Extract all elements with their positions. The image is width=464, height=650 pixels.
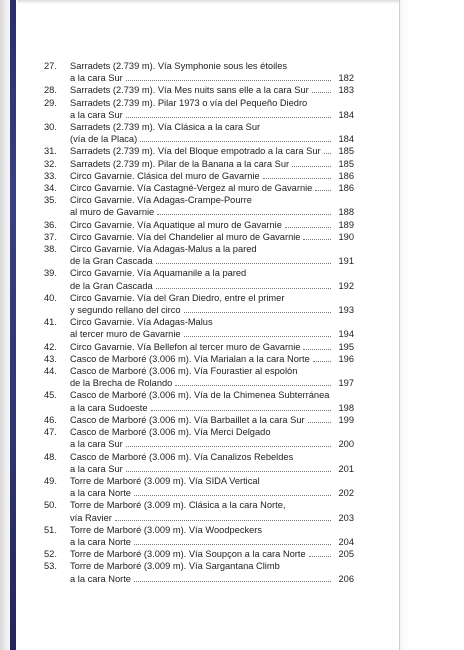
toc-entry-title: Sarradets (2.739 m). Pilar 1973 o vía del Pequeño Diedro (70, 97, 308, 108)
toc-entry-number: 45. (44, 390, 57, 401)
toc-entry (44, 231, 354, 243)
toc-entry-number: 27. (44, 61, 57, 71)
toc-entry-line (70, 353, 354, 365)
toc-entry (44, 316, 354, 340)
toc-entry-title: a la cara Sur (70, 439, 123, 450)
toc-entry (44, 121, 354, 145)
toc-page-number: 205 (338, 549, 354, 560)
dot-leader (156, 263, 331, 264)
toc-entry-title: vía Ravier (70, 512, 112, 523)
toc-entry-line (70, 267, 354, 279)
toc-entry-line (70, 475, 354, 487)
toc-entry-title: Torre de Marboré (3.009 m). Clásica a la cara Norte, (70, 500, 286, 511)
toc-entry-number: 39. (44, 268, 57, 279)
toc-entry-number: 33. (44, 170, 57, 181)
toc-entry-number: 37. (44, 231, 57, 242)
toc-page-number: 194 (338, 329, 354, 340)
toc-entry-title: Torre de Marboré (3.009 m). Vía Woodpeckers (70, 524, 263, 535)
toc-entry (44, 341, 354, 353)
toc-entry-title: Casco de Marboré (3.006 m). Vía Merci Delgado (70, 427, 271, 438)
toc-entry-title: Casco de Marboré (3.006 m). Vía de la Chimenea Subterránea (70, 390, 330, 401)
toc-entry-title: Circo Gavarnie. Vía Aquatique al muro de Gavarnie (70, 219, 282, 230)
toc-entry-title: Circo Gavarnie. Vía del Gran Diedro, entre el primer (70, 292, 285, 303)
toc-entry-number: 43. (44, 353, 57, 364)
toc-entry-number: 51. (44, 524, 57, 535)
toc-entry-title: a la cara Sur (70, 109, 123, 120)
toc-entry-line (70, 487, 354, 499)
toc-entry (44, 548, 354, 560)
toc-entry-line (70, 219, 354, 231)
toc-entry-number: 30. (44, 122, 57, 133)
toc-entry-title: Casco de Marboré (3.006 m). Vía Fourastier al espolón (70, 366, 298, 377)
toc-entry-title: (vía de la Placa) (70, 134, 138, 145)
toc-entry-title: Torre de Marboré (3.009 m). Vía Soupçon a la cara Norte (70, 549, 306, 560)
toc-entry-title: Torre de Marboré (3.009 m). Vía SIDA Vertical (70, 475, 260, 486)
toc-entry-line (70, 499, 354, 511)
toc-entry-line (70, 255, 354, 267)
toc-entry-line (70, 206, 354, 218)
toc-entry (44, 97, 354, 121)
toc-entry-line (70, 109, 354, 121)
toc-entry (44, 145, 354, 157)
toc-page-number: 188 (338, 207, 354, 218)
toc-entry (44, 219, 354, 231)
toc-page-number: 186 (338, 183, 354, 194)
dot-leader (263, 178, 331, 179)
dot-leader (309, 556, 331, 557)
dot-leader (134, 495, 331, 496)
toc-entry-line (70, 463, 354, 475)
toc-page-number: 193 (338, 305, 354, 316)
toc-entry-number: 32. (44, 158, 57, 169)
toc-entry-title: Sarradets (2.739 m). Vía Clásica a la cara Sur (70, 122, 261, 133)
toc-entry-title: Sarradets (2.739 m). Pilar de la Banana a la cara Sur (70, 158, 290, 169)
toc-page-number: 189 (338, 219, 354, 230)
toc-entry-line (70, 512, 354, 524)
toc-entry-line (70, 414, 354, 426)
toc-entry-title: y segundo rellano del circo (70, 305, 181, 316)
toc-entry-title: de la Brecha de Rolando (70, 378, 173, 389)
toc-entry (44, 451, 354, 475)
toc-entry-title: Sarradets (2.739 m). Vía Symphonie sous les étoiles (70, 61, 288, 71)
toc-entry (44, 389, 354, 413)
toc-page-number: 186 (338, 170, 354, 181)
toc-page-number: 182 (338, 73, 354, 84)
toc-entry-line (70, 243, 354, 255)
toc-entry-title: Circo Gavarnie. Clásica del muro de Gavarnie (70, 170, 260, 181)
toc-entry-line (70, 365, 354, 377)
dot-leader (308, 422, 331, 423)
toc-entry (44, 353, 354, 365)
dot-leader (313, 361, 331, 362)
toc-entry (44, 475, 354, 499)
toc-entry-line (70, 402, 354, 414)
toc-page-number: 185 (338, 158, 354, 169)
toc-entry-number: 41. (44, 317, 57, 328)
toc-entry-number: 36. (44, 219, 57, 230)
toc-entry-title: a la cara Norte (70, 536, 131, 547)
toc-entry-title: Casco de Marboré (3.006 m). Vía Marialan a la cara Norte (70, 353, 310, 364)
dot-leader (126, 446, 331, 447)
toc-entry-title: a la cara Norte (70, 573, 131, 584)
toc-entry (44, 194, 354, 218)
book-spine (10, 0, 16, 650)
toc-entry (44, 243, 354, 267)
dot-leader (157, 214, 331, 215)
toc-entry-line (70, 451, 354, 463)
toc-page-number: 192 (338, 280, 354, 291)
toc-entry (44, 292, 354, 316)
toc-entry (44, 426, 354, 450)
dot-leader (184, 312, 331, 313)
toc-entry-line (70, 84, 354, 96)
toc-entry (44, 499, 354, 523)
toc-entry (44, 84, 354, 96)
toc-entry-line (70, 194, 354, 206)
toc-entry-number: 52. (44, 549, 57, 560)
toc-page-number: 191 (338, 256, 354, 267)
toc-entry-line (70, 231, 354, 243)
toc-entry-number: 48. (44, 451, 57, 462)
dot-leader (140, 141, 331, 142)
toc-entry-title: al muro de Gavarnie (70, 207, 155, 218)
dot-leader (184, 336, 331, 337)
dot-leader (126, 117, 331, 118)
toc-entry-title: Circo Gavarnie. Vía Castagné-Vergez al muro de Gavarnie (70, 183, 313, 194)
dot-leader (175, 385, 331, 386)
toc-entry-line (70, 536, 354, 548)
toc-entry-title: al tercer muro de Gavarnie (70, 329, 181, 340)
toc-entry-line (70, 292, 354, 304)
toc-entry-number: 34. (44, 183, 57, 194)
toc-entry-title: Sarradets (2.739 m). Vía del Bloque empotrado a la cara Sur (70, 146, 321, 157)
toc-page-number: 184 (338, 134, 354, 145)
dot-leader (156, 288, 331, 289)
toc-entry-title: de la Gran Cascada (70, 280, 153, 291)
toc-entry-line (70, 133, 354, 145)
toc-entry-line (70, 121, 354, 133)
toc-entry-title: Casco de Marboré (3.006 m). Vía Barbaillet a la cara Sur (70, 414, 305, 425)
toc-entry-line (70, 280, 354, 292)
toc-entry-title: de la Gran Cascada (70, 256, 153, 267)
toc-entry-title: Circo Gavarnie. Vía Bellefon al tercer muro de Gavarnie (70, 341, 301, 352)
toc-page-number: 206 (338, 573, 354, 584)
toc-entry-number: 35. (44, 195, 57, 206)
toc-page-number: 199 (338, 414, 354, 425)
toc-entry (44, 524, 354, 548)
toc-entry-title: Circo Gavarnie. Vía Adagas-Malus (70, 317, 213, 328)
toc-entry-title: Circo Gavarnie. Vía Adagas-Crampe-Pourre (70, 195, 252, 206)
next-page-edge (399, 0, 464, 650)
dot-leader (126, 471, 331, 472)
toc-page-number: 195 (338, 341, 354, 352)
toc-page-number: 184 (338, 109, 354, 120)
toc-entry-line (70, 524, 354, 536)
page-divider (399, 0, 400, 650)
toc-entry-number: 46. (44, 414, 57, 425)
toc-entry-number: 53. (44, 561, 57, 572)
toc-entry-line (70, 182, 354, 194)
dot-leader (126, 80, 331, 81)
toc-entry-line (70, 170, 354, 182)
page-top-edge (18, 0, 399, 4)
toc-entry-number: 29. (44, 97, 57, 108)
dot-leader (285, 227, 331, 228)
toc-entry-line (70, 438, 354, 450)
toc-entry-line (70, 158, 354, 170)
toc-entry (44, 365, 354, 389)
toc-page-number: 204 (338, 536, 354, 547)
toc-entry-line (70, 97, 354, 109)
dot-leader (151, 410, 331, 411)
toc-entry-number: 40. (44, 292, 57, 303)
toc-entry-number: 49. (44, 475, 57, 486)
toc-entry-line (70, 72, 354, 84)
toc-entry-line (70, 377, 354, 389)
toc-entry-title: a la cara Sur (70, 73, 123, 84)
dot-leader (315, 190, 331, 191)
toc-entry-title: Circo Gavarnie. Vía Aquamanile a la pared (70, 268, 247, 279)
toc-page-number: 198 (338, 402, 354, 413)
dot-leader (312, 92, 331, 93)
toc-entry-title: a la cara Sudoeste (70, 402, 148, 413)
dot-leader (115, 520, 331, 521)
toc-entry-line (70, 60, 354, 72)
toc-entry (44, 414, 354, 426)
toc-entry (44, 560, 354, 584)
toc-page-number: 201 (338, 463, 354, 474)
toc-entry-title: Circo Gavarnie. Vía Adagas-Malus a la pared (70, 244, 257, 255)
toc-entry-title: a la cara Sur (70, 463, 123, 474)
toc-entry-line (70, 145, 354, 157)
toc-entry-title: Casco de Marboré (3.006 m). Vía Canalizos Rebeldes (70, 451, 294, 462)
toc-entry-line (70, 316, 354, 328)
toc-entry-line (70, 328, 354, 340)
toc-entry-line (70, 304, 354, 316)
toc-entry-number: 28. (44, 85, 57, 96)
toc-entry-title: Circo Gavarnie. Vía del Chandelier al muro de Gavarnie (70, 231, 301, 242)
toc-entry (44, 158, 354, 170)
toc-page-number: 200 (338, 439, 354, 450)
toc-entry (44, 170, 354, 182)
toc-page-number: 202 (338, 488, 354, 499)
toc-entry-number: 38. (44, 244, 57, 255)
toc-page-number: 203 (338, 512, 354, 523)
toc-entry (44, 60, 354, 84)
dot-leader (292, 166, 331, 167)
toc-entry-line (70, 573, 354, 585)
toc-entry-title: Sarradets (2.739 m). Vía Mes nuits sans elle a la cara Sur (70, 85, 309, 96)
dot-leader (324, 153, 331, 154)
dot-leader (134, 544, 331, 545)
toc-entry-number: 31. (44, 146, 57, 157)
toc-entry (44, 182, 354, 194)
toc-entry-title: a la cara Norte (70, 488, 131, 499)
toc-entry-number: 47. (44, 427, 57, 438)
toc-page-number: 185 (338, 146, 354, 157)
toc-entry-line (70, 389, 354, 401)
table-of-contents (44, 60, 354, 585)
toc-entry-number: 44. (44, 366, 57, 377)
toc-entry-title: Torre de Marboré (3.009 m). Vía Sargantana Climb (70, 561, 280, 572)
toc-page-number: 183 (338, 85, 354, 96)
dot-leader (134, 581, 331, 582)
toc-page-number: 196 (338, 353, 354, 364)
toc-entry-line (70, 548, 354, 560)
toc-page-number: 197 (338, 378, 354, 389)
toc-entry-line (70, 341, 354, 353)
dot-leader (303, 239, 331, 240)
dot-leader (303, 349, 331, 350)
toc-entry-number: 42. (44, 341, 57, 352)
toc-entry (44, 267, 354, 291)
toc-entry-line (70, 560, 354, 572)
toc-page-number: 190 (338, 231, 354, 242)
toc-entry-line (70, 426, 354, 438)
toc-entry-number: 50. (44, 500, 57, 511)
